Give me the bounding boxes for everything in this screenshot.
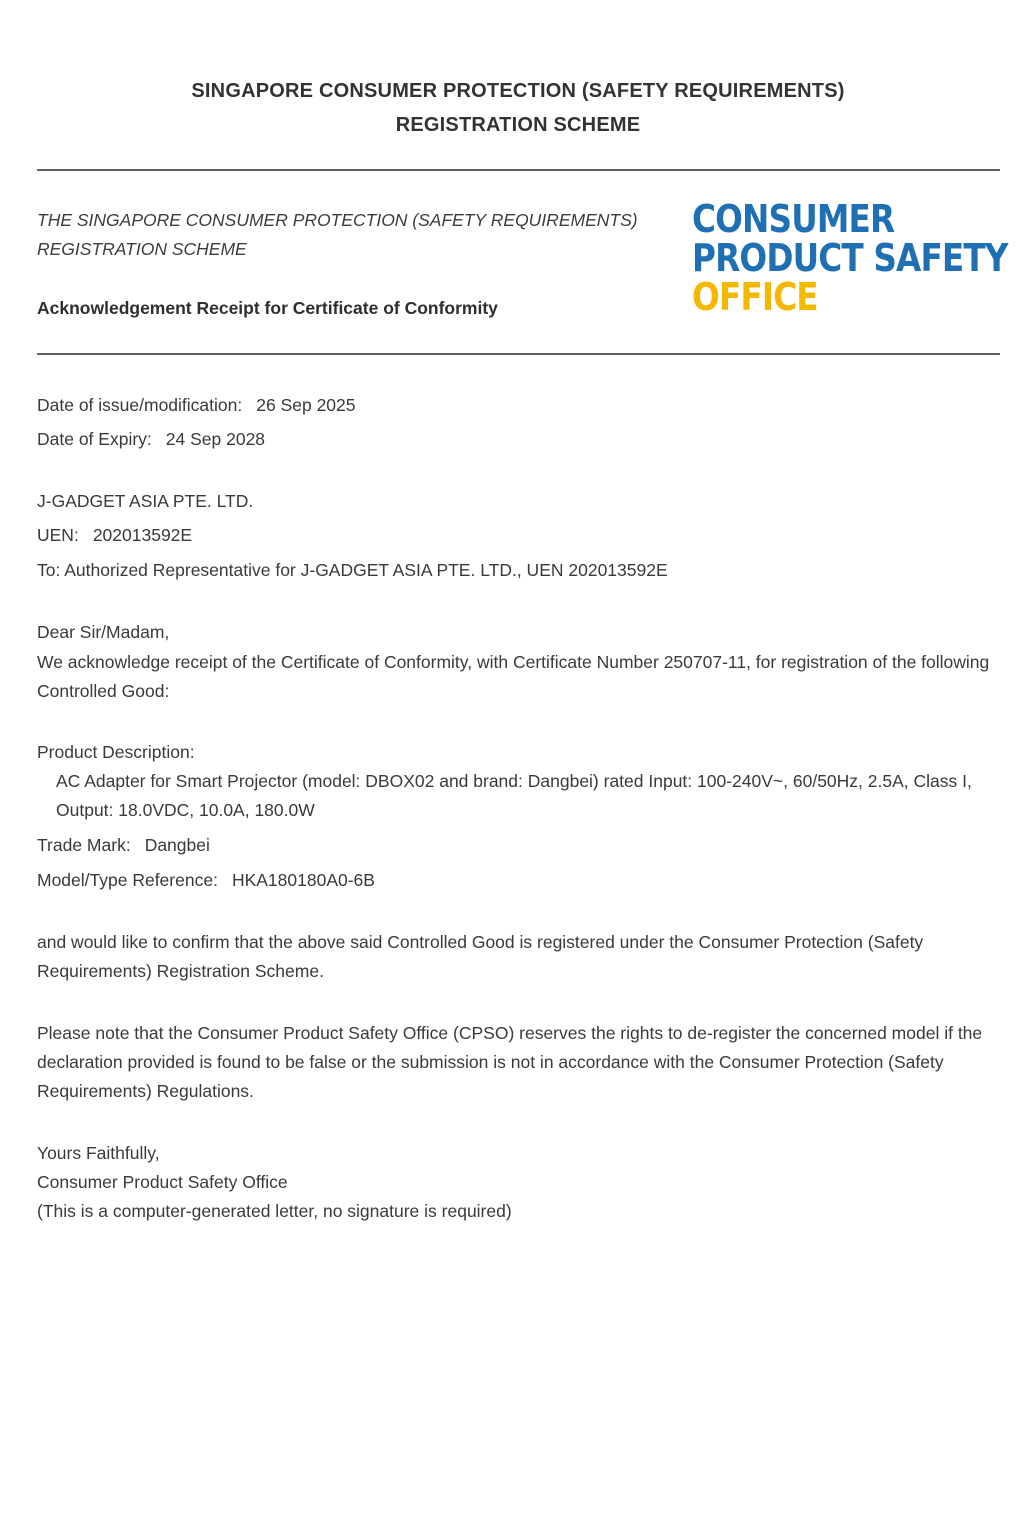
model-value: HKA180180A0-6B xyxy=(231,870,375,890)
scheme-line-2: REGISTRATION SCHEME xyxy=(37,239,247,259)
addressee-line: To: Authorized Representative for J-GADGET ASIA PTE. LTD., UEN 202013592E xyxy=(37,560,668,580)
expiry-date-row xyxy=(37,425,265,454)
uen-row xyxy=(37,521,192,550)
issue-date-value: 26 Sep 2025 xyxy=(256,395,356,415)
note-paragraph: Please note that the Consumer Product Safety Office (CPSO) reserves the rights to de-register the concerned model if the declaration provided is found to be false or the submission is not in accordance with the Consumer Protection (Safety Requirements) Regulations. xyxy=(37,1023,983,1101)
top-divider xyxy=(37,169,1000,171)
trademark-row xyxy=(37,831,210,860)
uen-label: UEN: xyxy=(37,525,79,545)
footnote: (This is a computer-generated letter, no signature is required) xyxy=(37,1201,512,1221)
confirmation-paragraph: and would like to confirm that the above said Controlled Good is registered under the Consumer Protection (Safety Requirements) Registration Scheme. xyxy=(37,932,924,981)
signatory: Consumer Product Safety Office xyxy=(37,1172,288,1192)
logo-line-3: OFFICE xyxy=(692,275,818,319)
closing: Yours Faithfully, xyxy=(37,1143,160,1163)
trademark-value: Dangbei xyxy=(144,835,210,855)
document-title xyxy=(0,74,1024,142)
logo-line-1: CONSUMER xyxy=(692,197,895,241)
title-line-2: REGISTRATION SCHEME xyxy=(395,114,641,136)
receipt-title: Acknowledgement Receipt for Certificate of Conformity xyxy=(37,298,498,318)
salutation: Dear Sir/Madam, xyxy=(37,622,170,642)
uen-value: 202013592E xyxy=(92,525,193,545)
issue-date-row xyxy=(37,391,356,420)
expiry-date-label: Date of Expiry: xyxy=(37,429,152,449)
scheme-name xyxy=(37,206,657,264)
scheme-line-1: THE SINGAPORE CONSUMER PROTECTION (SAFETY REQUIREMENTS) xyxy=(37,210,638,230)
expiry-date-value: 24 Sep 2028 xyxy=(165,429,266,449)
bottom-divider xyxy=(37,353,1000,355)
model-label: Model/Type Reference: xyxy=(37,870,218,890)
product-description-label: Product Description: xyxy=(37,742,195,762)
logo-line-2: PRODUCT SAFETY xyxy=(692,236,1008,280)
company-name: J-GADGET ASIA PTE. LTD. xyxy=(37,491,254,511)
cpso-logo xyxy=(692,197,1008,319)
model-row xyxy=(37,866,375,895)
title-line-1: SINGAPORE CONSUMER PROTECTION (SAFETY REQUIREMENTS) xyxy=(191,80,845,102)
trademark-label: Trade Mark: xyxy=(37,835,131,855)
intro-paragraph: We acknowledge receipt of the Certificate of Conformity, with Certificate Number 250707-11, for registration of the following Controlled Good: xyxy=(37,652,990,701)
issue-date-label: Date of issue/modification: xyxy=(37,395,243,415)
product-description: AC Adapter for Smart Projector (model: DBOX02 and brand: Dangbei) rated Input: 100-240V~, 60/50Hz, 2.5A, Class I, Output: 18.0VDC, 10.0A, 180.0W xyxy=(56,771,972,820)
